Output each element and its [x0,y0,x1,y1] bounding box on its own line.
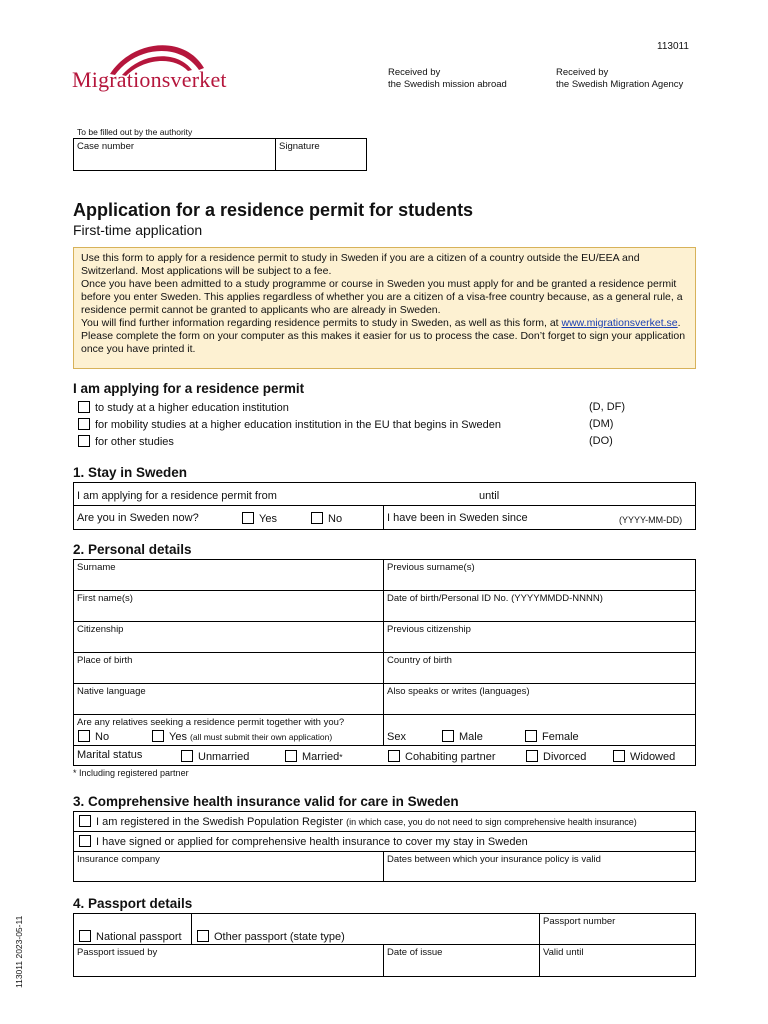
marital-widowed[interactable] [613,750,675,763]
logo-text: Migrationsverket [72,67,227,92]
surname-label: Surname [77,562,116,573]
stay-table [73,482,696,530]
country-of-birth-field[interactable] [384,653,695,684]
insurance-heading: 3. Comprehensive health insurance valid for care in Sweden [73,794,459,809]
yes-label: Yes [259,513,277,525]
also-speaks-label: Also speaks or writes (languages) [387,686,530,697]
applying-from-label: I am applying for a residence permit from [77,490,277,502]
website-link[interactable]: www.migrationsverket.se [561,317,678,329]
insurance-company-field[interactable] [74,852,384,881]
other-passport-label: Other passport (state type) [214,931,345,943]
country-of-birth-label: Country of birth [387,655,452,666]
marital-married[interactable] [285,750,343,763]
received-mission-line2: the Swedish mission abroad [388,79,507,90]
insurance-dates-field[interactable] [384,852,695,881]
insurance-table [73,811,696,882]
checkbox[interactable] [78,730,90,742]
been-since-label: I have been in Sweden since [387,512,528,524]
sex-label: Sex [387,731,406,743]
valid-until-label: Valid until [543,947,584,958]
option-label: for other studies [95,436,174,448]
signature-label: Signature [279,141,320,152]
relatives-question: Are any relatives seeking a residence permit together with you? [77,717,345,728]
sex-female[interactable] [525,730,579,743]
dob-label: Date of birth/Personal ID No. (YYYYMMDD-NNNN) [387,593,603,604]
male-label: Male [459,731,483,743]
signed-label: I have signed or applied for comprehensive health insurance to cover my stay in Sweden [96,836,528,848]
relatives-field [74,715,384,746]
native-language-label: Native language [77,686,146,697]
issued-by-label: Passport issued by [77,947,158,958]
sex-male[interactable] [442,730,483,743]
personal-heading: 2. Personal details [73,542,192,557]
surname-field[interactable] [74,560,384,591]
checkbox[interactable] [613,750,625,762]
checkbox[interactable] [242,512,254,524]
authority-box [73,138,367,171]
widowed-label: Widowed [630,751,676,763]
checkbox[interactable] [285,750,297,762]
signed-row[interactable] [74,832,695,852]
info-paragraph-1: Use this form to apply for a residence permit to study in Sweden if you are a citizen of a country outside the EU/EEA and Switzerland. Most applications will be subject to a fee. [81,252,640,277]
option-other-studies[interactable] [78,435,174,448]
marital-divorced[interactable] [526,750,586,763]
checkbox[interactable] [79,815,91,827]
info-paragraph-2: Once you have been admitted to a study programme or course in Sweden you must apply for and be granted a residence permit before you enter Sweden. This applies regardless of whether you are a citizen of a visa-free country because, as a general rule, a residence permit cannot be granted to applicants who are already in Sweden. [81,278,683,316]
checkbox[interactable] [442,730,454,742]
checkbox[interactable] [526,750,538,762]
national-passport-option[interactable] [79,930,182,943]
applying-heading: I am applying for a residence permit [73,381,305,396]
registered-option[interactable] [79,815,637,828]
option-higher-education[interactable] [78,401,289,414]
married-mark: * [339,752,343,762]
until-label: until [479,490,500,502]
option-label: for mobility studies at a higher education institution in the EU that begins in Sweden [95,419,502,431]
checkbox[interactable] [152,730,164,742]
info-p3-before: You will find further information regarding residence permits to study in Sweden, as well as this form, at [81,317,562,329]
received-mission [388,67,507,91]
footnote: * Including registered partner [73,768,189,778]
relatives-yes[interactable] [152,730,332,743]
been-since-field[interactable] [384,506,695,529]
in-sweden-now-label: Are you in Sweden now? [77,512,199,524]
previous-citizenship-field[interactable] [384,622,695,653]
in-sweden-yes[interactable] [242,512,277,525]
stay-period-row[interactable] [74,483,695,506]
yes-label: Yes [169,731,187,743]
insurance-company-label: Insurance company [77,854,160,865]
marital-unmarried[interactable] [181,750,249,763]
passport-table [73,913,696,977]
registered-label: I am registered in the Swedish Population Register [96,816,344,828]
option-label: to study at a higher education institution [95,402,289,414]
previous-surname-label: Previous surname(s) [387,562,475,573]
native-language-field[interactable] [74,684,384,715]
received-agency [556,67,683,91]
personal-table [73,559,696,766]
marital-status-row [74,746,695,765]
option-code: (DO) [589,435,613,447]
case-number-field[interactable] [74,139,276,170]
checkbox[interactable] [197,930,209,942]
citizenship-label: Citizenship [77,624,124,635]
logo [72,38,232,98]
side-form-code: 113011 2023-05-11 [14,915,24,988]
date-format-hint: (YYYY-MM-DD) [619,515,683,525]
unmarried-label: Unmarried [198,751,250,763]
info-p3-after: . Please complete the form on your computer as this makes it easier for us to process the case. Don’t forget to sign your application once you have printed it. [81,317,686,355]
signed-option[interactable] [79,835,528,848]
date-of-issue-field[interactable] [384,945,540,976]
insurance-dates-label: Dates between which your insurance policy is valid [387,854,601,865]
citizenship-field[interactable] [74,622,384,653]
female-label: Female [542,731,579,743]
cohabiting-label: Cohabiting partner [405,751,496,763]
valid-until-field[interactable] [540,945,695,976]
info-box [73,247,696,369]
place-of-birth-label: Place of birth [77,655,133,666]
page-subtitle: First-time application [73,222,203,238]
first-names-label: First name(s) [77,593,133,604]
national-passport-label: National passport [96,931,182,943]
received-agency-line2: the Swedish Migration Agency [556,79,684,90]
passport-number-label: Passport number [543,916,616,927]
page-title: Application for a residence permit for students [73,200,474,220]
checkbox[interactable] [311,512,323,524]
stay-heading: 1. Stay in Sweden [73,465,188,480]
received-agency-line1: Received by [556,67,609,78]
marital-cohabiting[interactable] [388,750,496,763]
checkbox[interactable] [525,730,537,742]
yes-note: (all must submit their own application) [190,732,333,742]
case-number-label: Case number [77,141,135,152]
previous-citizenship-label: Previous citizenship [387,624,471,635]
checkbox[interactable] [79,835,91,847]
previous-surname-field[interactable] [384,560,695,591]
in-sweden-no[interactable] [311,512,342,525]
option-mobility-studies[interactable] [78,418,501,431]
national-passport-cell [74,914,192,945]
option-code: (D, DF) [589,401,626,413]
also-speaks-field[interactable] [384,684,695,715]
dob-field[interactable] [384,591,695,622]
form-number: 113011 [657,41,689,52]
divorced-label: Divorced [543,751,587,763]
first-names-field[interactable] [74,591,384,622]
date-of-issue-label: Date of issue [387,947,443,958]
issued-by-field[interactable] [74,945,384,976]
other-passport-cell [192,914,540,945]
checkbox[interactable] [78,401,90,413]
signature-field[interactable] [276,139,366,170]
checkbox[interactable] [388,750,400,762]
passport-heading: 4. Passport details [73,896,193,911]
married-label: Married [302,751,340,763]
checkbox[interactable] [79,930,91,942]
checkbox[interactable] [181,750,193,762]
no-label: No [328,513,343,525]
marital-status-label: Marital status [77,749,143,761]
info-paragraph-3 [81,317,688,356]
other-passport-option[interactable] [197,930,345,943]
registered-row[interactable] [74,812,695,832]
checkbox[interactable] [78,418,90,430]
registered-note: (in which case, you do not need to sign comprehensive health insurance) [346,817,637,827]
authority-note: To be filled out by the authority [77,127,193,137]
option-code: (DM) [589,418,614,430]
passport-number-field[interactable] [540,914,695,945]
no-label: No [95,731,110,743]
sex-field [384,715,695,746]
checkbox[interactable] [78,435,90,447]
relatives-no[interactable] [78,730,109,743]
place-of-birth-field[interactable] [74,653,384,684]
in-sweden-now-row [74,506,384,529]
received-mission-line1: Received by [388,67,441,78]
